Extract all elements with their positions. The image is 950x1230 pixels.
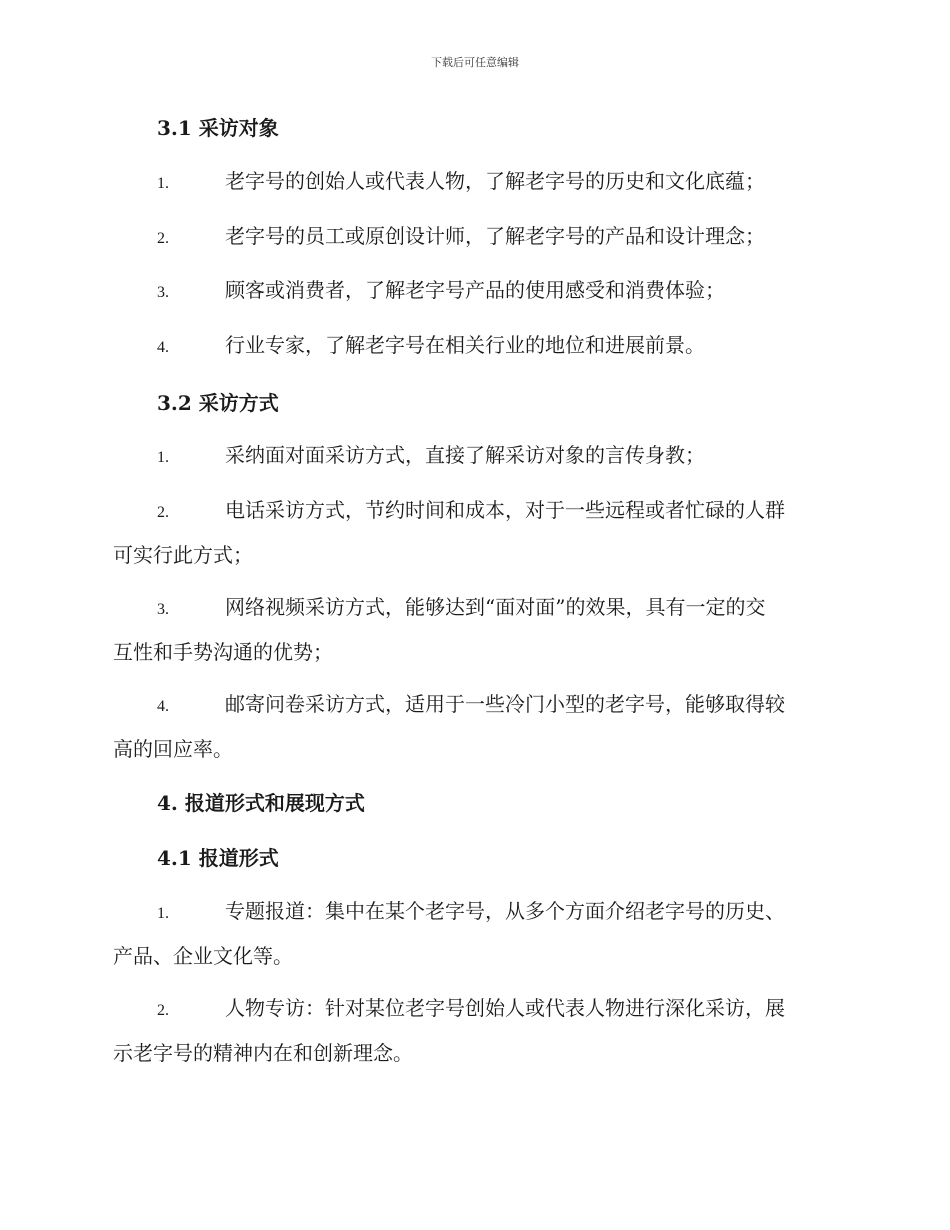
list-item — [113, 269, 835, 314]
item-number: 1. — [157, 905, 169, 922]
list-item — [113, 489, 835, 577]
item-number: 2. — [157, 1002, 169, 1019]
list-item — [113, 890, 835, 978]
section-heading: 3.1 采访对象 — [157, 116, 279, 140]
item-text: 网络视频采访方式，能够达到“面对面”的效果，具有一定的交 — [225, 595, 766, 619]
list-item — [113, 324, 835, 369]
item-number: 3. — [157, 601, 169, 618]
item-number: 4. — [157, 698, 169, 715]
list-item — [113, 987, 835, 1075]
item-text-continuation: 产品、企业文化等。 — [113, 944, 293, 968]
item-number: 1. — [157, 449, 169, 466]
section-heading: 3.2 采访方式 — [157, 391, 279, 415]
item-text: 人物专访：针对某位老字号创始人或代表人物进行深化采访，展 — [225, 996, 785, 1020]
item-text-continuation: 可实行此方式； — [113, 543, 253, 567]
item-text: 专题报道：集中在某个老字号，从多个方面介绍老字号的历史、 — [225, 899, 785, 923]
item-text: 老字号的员工或原创设计师，了解老字号的产品和设计理念； — [225, 224, 765, 248]
item-number: 4. — [157, 339, 169, 356]
section-heading: 4.1 报道形式 — [157, 846, 279, 870]
list-item — [113, 683, 835, 771]
item-number: 1. — [157, 175, 169, 192]
item-text: 顾客或消费者，了解老字号产品的使用感受和消费体验； — [225, 278, 725, 302]
list-item — [113, 434, 835, 479]
item-text-continuation: 高的回应率。 — [113, 737, 233, 761]
item-text: 采纳面对面采访方式，直接了解采访对象的言传身教； — [225, 443, 705, 467]
item-text-continuation: 示老字号的精神内在和创新理念。 — [113, 1041, 413, 1065]
item-number: 2. — [157, 504, 169, 521]
item-text-continuation: 互性和手势沟通的优势； — [113, 640, 333, 664]
list-item — [113, 160, 835, 205]
item-text: 行业专家，了解老字号在相关行业的地位和进展前景。 — [225, 333, 705, 357]
list-item — [113, 586, 835, 674]
item-text: 老字号的创始人或代表人物，了解老字号的历史和文化底蕴； — [225, 169, 765, 193]
item-text: 电话采访方式，节约时间和成本，对于一些远程或者忙碌的人群 — [225, 498, 785, 522]
page-header: 下载后可任意编辑 — [431, 56, 519, 69]
section-heading: 4. 报道形式和展现方式 — [157, 791, 365, 815]
item-number: 2. — [157, 230, 169, 247]
item-number: 3. — [157, 284, 169, 301]
list-item — [113, 215, 835, 260]
item-text: 邮寄问卷采访方式，适用于一些冷门小型的老字号，能够取得较 — [225, 692, 785, 716]
